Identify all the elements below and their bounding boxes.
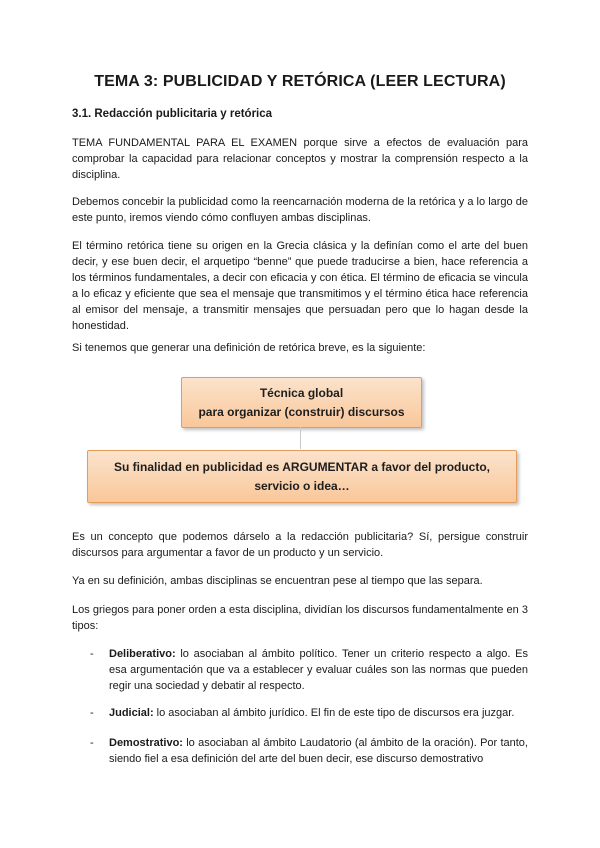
list-dash: - — [90, 737, 94, 749]
list-text: lo asociaban al ámbito político. Tener un criterio respecto a algo. Es esa argumentación que va a establecer y evaluar cuáles son las normas que pueden regir una sociedad y debatir al respecto. — [109, 648, 528, 692]
list-item — [92, 646, 528, 694]
list-term: Deliberativo: — [109, 648, 176, 660]
list-text: lo asociaban al ámbito Laudatorio (al ámbito de la oración). Por tanto, siendo fiel a esa definición del arte del buen decir, ese discurso demostrativo — [109, 737, 528, 765]
diagram-box-technique — [181, 377, 422, 428]
list-term: Demostrativo: — [109, 737, 183, 749]
diagram-connector — [300, 427, 301, 449]
paragraph: Los griegos para poner orden a esta disciplina, dividían los discursos fundamentalmente en 3 tipos: — [72, 604, 528, 632]
diagram-box-line: Técnica global — [259, 385, 344, 400]
diagram-box-line: Su finalidad en publicidad es ARGUMENTAR a favor del producto, — [113, 459, 491, 474]
diagram-box-line: servicio o idea… — [254, 478, 350, 493]
list-dash: - — [90, 648, 94, 660]
list-dash: - — [90, 707, 94, 719]
paragraph: Si tenemos que generar una definición de retórica breve, es la siguiente: — [72, 342, 426, 354]
list-item — [92, 735, 528, 767]
diagram-box-line: para organizar (construir) discursos — [198, 404, 405, 419]
paragraph: Ya en su definición, ambas disciplinas se encuentran pese al tiempo que las separa. — [72, 575, 483, 587]
paragraph: Es un concepto que podemos dárselo a la redacción publicitaria? Sí, persigue construir discursos para argumentar a favor de un producto y un servicio. — [72, 531, 528, 559]
paragraph: El término retórica tiene su origen en la Grecia clásica y la definían como el arte del buen decir, y ese buen decir, el arquetipo “benne” que puede traducirse a bien, hace referencia a los términos fundamentales, a decir con eficacia y con ética. El término de eficacia se vincula a lo eficaz y eficiente que sea el mensaje que transmitimos y el término ética hace referencia al emisor del mensaje, a transmitir mensajes que persuadan pero que lo hagan desde la honestidad. — [72, 240, 528, 332]
list-term: Judicial: — [109, 707, 154, 719]
page-title: TEMA 3: PUBLICIDAD Y RETÓRICA (LEER LECTURA) — [94, 73, 506, 90]
list-item — [92, 705, 528, 721]
paragraph: TEMA FUNDAMENTAL PARA EL EXAMEN porque sirve a efectos de evaluación para comprobar la capacidad para relacionar conceptos y mostrar la comprensión respecto a la disciplina. — [72, 137, 528, 181]
section-heading: 3.1. Redacción publicitaria y retórica — [72, 108, 273, 120]
paragraph: Debemos concebir la publicidad como la reencarnación moderna de la retórica y a lo largo de este punto, iremos viendo cómo confluyen ambas disciplinas. — [72, 196, 528, 224]
list-text: lo asociaban al ámbito jurídico. El fin de este tipo de discursos era juzgar. — [153, 707, 515, 719]
diagram-box-purpose — [87, 450, 517, 503]
